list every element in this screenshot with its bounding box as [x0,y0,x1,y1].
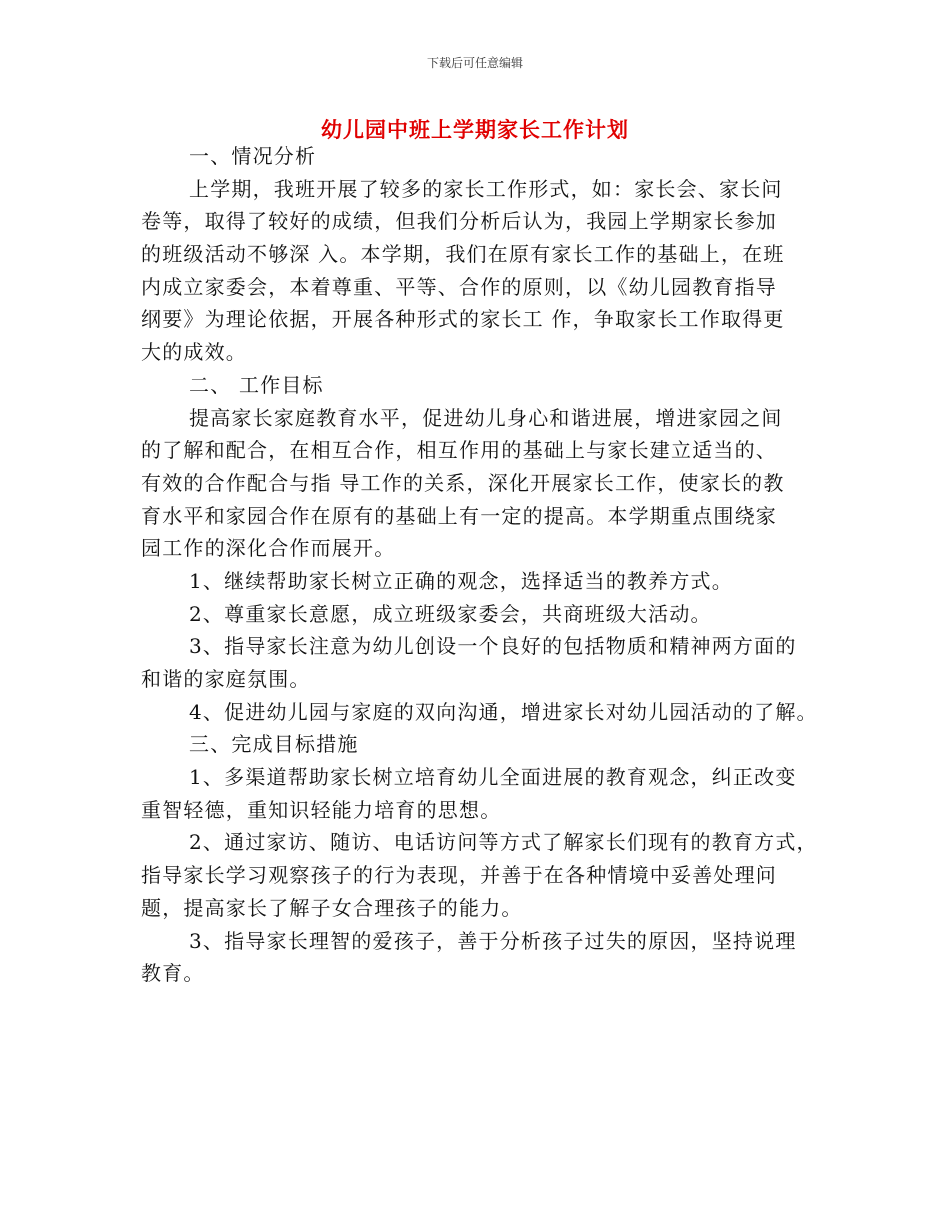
text-line: 题，提高家长了解子女合理孩子的能力。 [141,895,523,920]
text-line: 园工作的深化合作而展开。 [141,536,396,561]
text-line: 4、促进幼儿园与家庭的双向沟通，增进家长对幼儿园活动的了解。 [189,699,818,724]
text-line: 的班级活动不够深 入。本学期，我们在原有家长工作的基础上，在班 [141,242,785,267]
text-line: 1、继续帮助家长树立正确的观念，选择适当的教养方式。 [189,568,733,593]
text-line: 有效的合作配合与指 导工作的关系，深化开展家长工作，使家长的教 [141,470,785,495]
text-line: 大的成效。 [141,340,247,365]
text-line: 二、 工作目标 [189,372,324,397]
text-line: 卷等，取得了较好的成绩，但我们分析后认为，我园上学期家长参加 [141,209,777,234]
text-line: 一、情况分析 [189,144,317,168]
text-line: 3、指导家长注意为幼儿创设一个良好的包括物质和精神两方面的 [189,634,797,659]
text-line: 纲要》为理论依据，开展各种形式的家长工 作，争取家长工作取得更 [141,307,785,332]
text-line: 和谐的家庭氛围。 [141,667,311,691]
text-line: 上学期，我班开展了较多的家长工作形式，如：家长会、家长问 [189,176,783,201]
text-line: 提高家长家庭教育水平，促进幼儿身心和谐进展，增进家园之间 [189,405,783,430]
text-line: 3、指导家长理智的爱孩子，善于分析孩子过失的原因，坚持说理 [189,928,797,953]
header-note: 下载后可任意编辑 [426,56,523,70]
text-line: 三、完成目标措施 [189,732,359,757]
text-line: 2、尊重家长意愿，成立班级家委会，共商班级大活动。 [189,601,712,626]
text-line: 教育。 [141,961,205,986]
text-line: 重智轻德，重知识轻能力培育的思想。 [141,797,502,822]
text-line: 育水平和家园合作在原有的基础上有一定的提高。本学期重点围绕家 [141,503,777,528]
text-line: 2、通过家访、随访、电话访问等方式了解家长们现有的教育方式， [189,830,818,855]
text-line: 1、多渠道帮助家长树立培育幼儿全面进展的教育观念，纠正改变 [189,765,797,790]
text-line: 指导家长学习观察孩子的行为表现，并善于在各种情境中妥善处理问 [141,863,777,888]
document-title: 幼儿园中班上学期家长工作计划 [321,117,629,142]
text-line: 的了解和配合，在相互合作，相互作用的基础上与家长建立适当的、 [141,438,777,463]
text-line: 内成立家委会，本着尊重、平等、合作的原则，以《幼儿园教育指导 [141,274,777,299]
document-body [141,140,826,990]
